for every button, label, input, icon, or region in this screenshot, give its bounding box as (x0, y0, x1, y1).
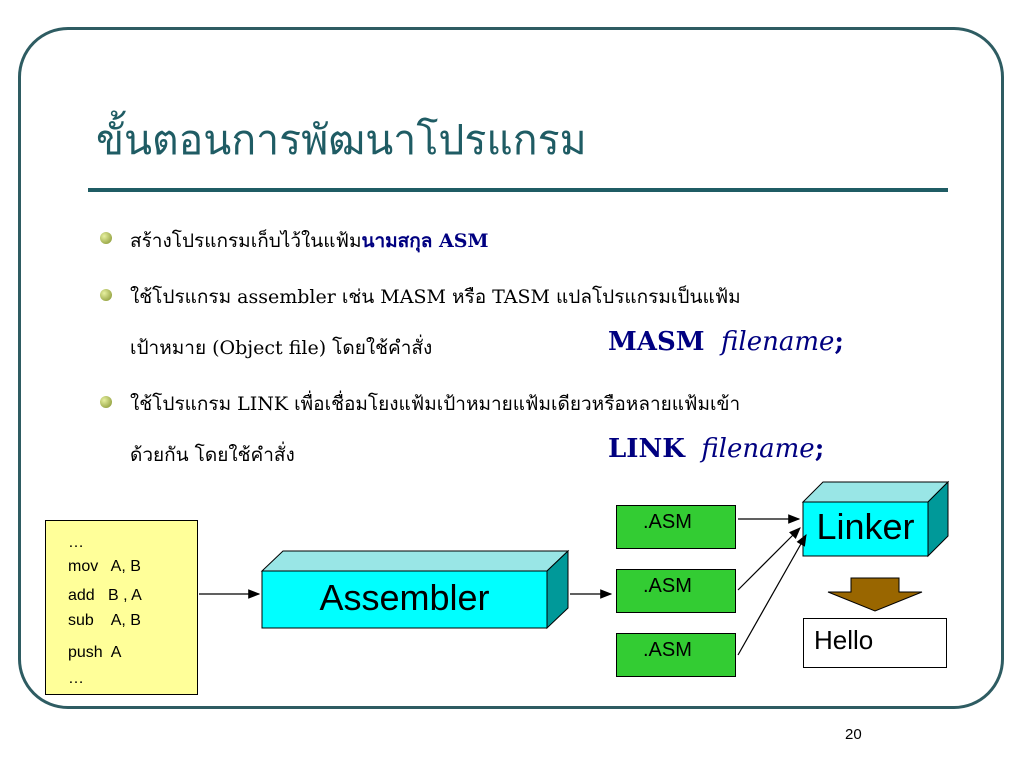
link-command-arg: filename (701, 434, 815, 464)
asm-file-box-3 (616, 633, 736, 677)
asm-file-label-2: .ASM (643, 575, 692, 597)
masm-command-arg: filename (721, 327, 835, 357)
output-hello-box (803, 618, 947, 668)
assembler-label: Assembler (319, 577, 490, 618)
code-line-3: add B , A (68, 587, 142, 604)
page-number: 20 (845, 726, 862, 743)
arrow-asm3-to-linker (738, 535, 806, 655)
link-command-name: LINK (608, 434, 685, 464)
asm-file-box-1 (616, 505, 736, 549)
link-command-end: ; (814, 434, 825, 464)
arrow-asm2-to-linker (738, 528, 800, 590)
bullet-3-line2: ด้วยกัน โดยใช้คำสั่ง (130, 444, 295, 466)
down-arrow-icon (828, 578, 922, 611)
masm-command-name: MASM (608, 327, 705, 357)
code-line-4: sub A, B (68, 612, 141, 629)
code-line-2: mov A, B (68, 558, 141, 575)
bullet-1-highlight: นามสกุล ASM (361, 230, 489, 252)
code-line-5: push A (68, 644, 122, 661)
asm-file-label-3: .ASM (643, 639, 692, 661)
masm-command-end: ; (834, 327, 844, 357)
bullet-2-line2: เป้าหมาย (Object file) โดยใช้คำสั่ง (130, 337, 433, 359)
source-code-box (45, 520, 198, 695)
output-hello-label: Hello (814, 625, 874, 655)
code-line-1: … (68, 534, 84, 551)
linker-label: Linker (816, 506, 915, 547)
bullet-3-line1: ใช้โปรแกรม LINK เพื่อเชื่อมโยงแฟ้มเป้าหมายแฟ้มเดียวหรือหลายแฟ้มเข้า (130, 393, 741, 415)
asm-file-box-2 (616, 569, 736, 613)
slide-title: ขั้นตอนการพัฒนาโปรแกรม (96, 116, 587, 164)
code-line-6: … (68, 670, 84, 687)
bullet-2-line1: ใช้โปรแกรม assembler เช่น MASM หรือ TASM แปลโปรแกรมเป็นแฟ้ม (130, 286, 741, 308)
bullet-1-main: สร้างโปรแกรมเก็บไว้ในแฟ้ม (130, 230, 362, 252)
asm-file-label-1: .ASM (643, 511, 692, 533)
